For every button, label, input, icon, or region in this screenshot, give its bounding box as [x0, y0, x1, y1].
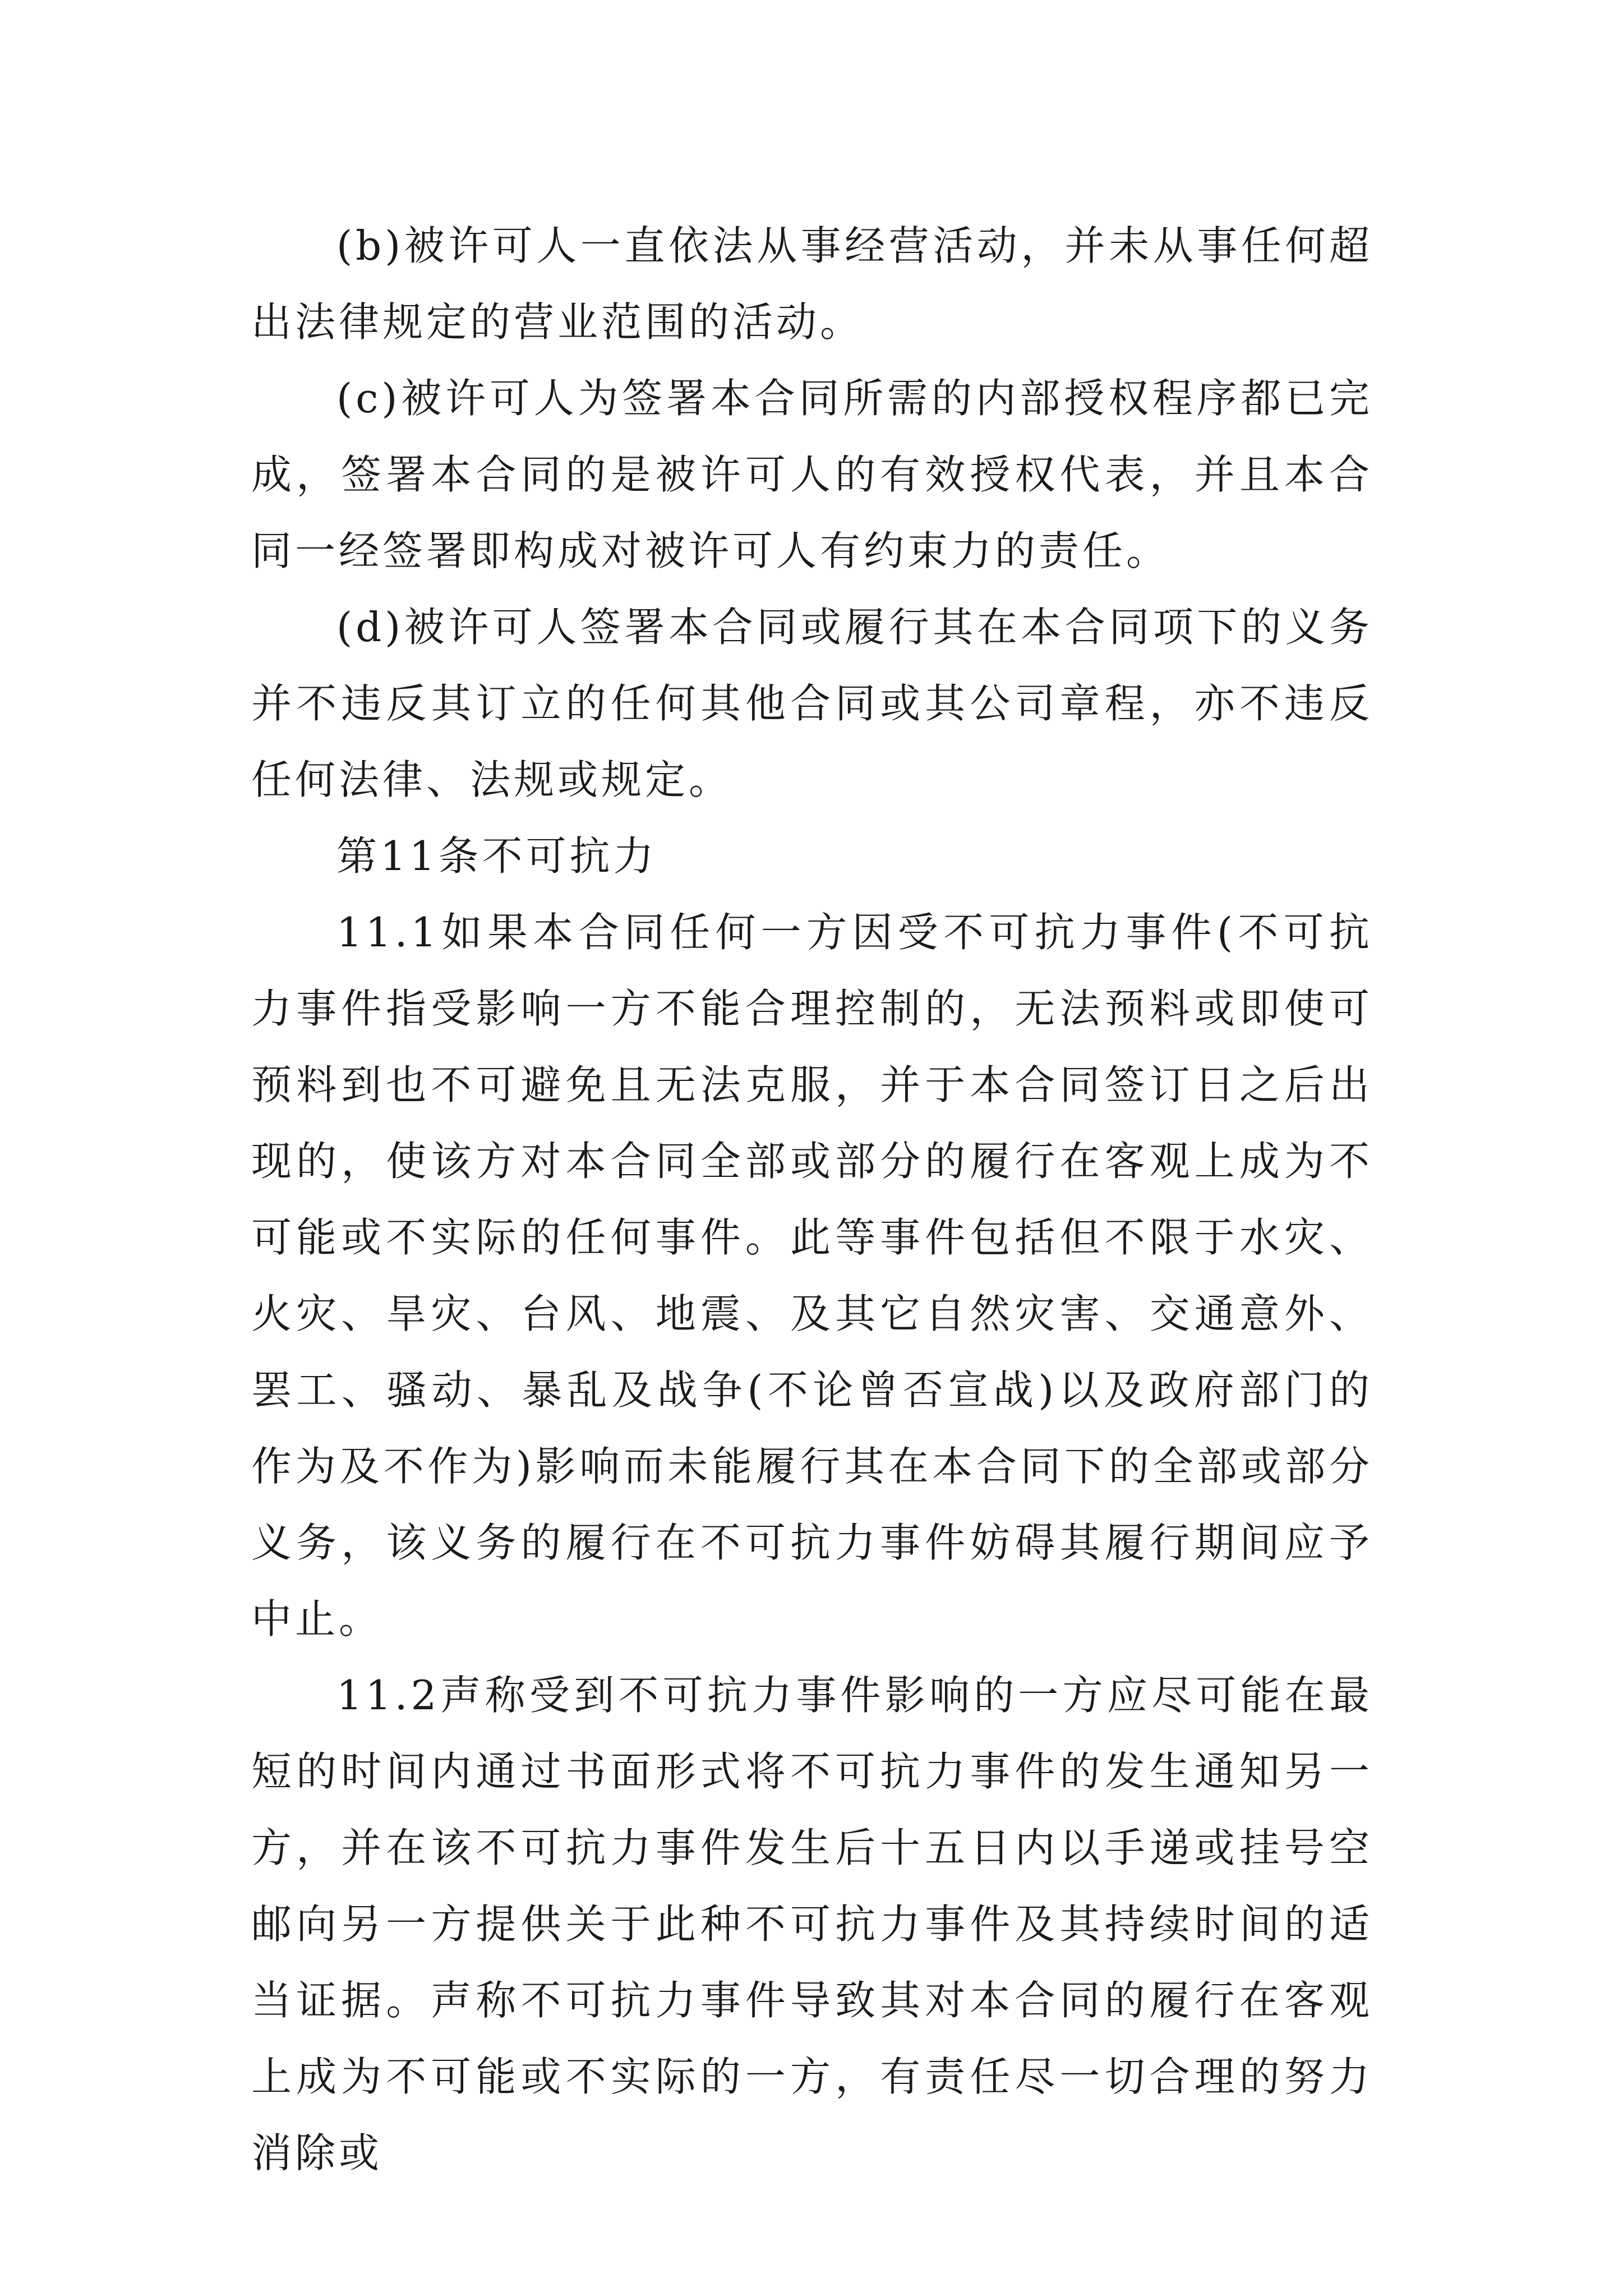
paragraph-11-1: 11.1如果本合同任何一方因受不可抗力事件(不可抗力事件指受影响一方不能合理控制的，无法预料或即使可预料到也不可避免且无法克服，并于本合同签订日之后出现的，使该方对本合同全部或部分的履行在客观上成为不可能或不实际的任何事件。此等事件包括但不限于水灾、火灾、旱灾、台风、地震、及其它自然灾害、交通意外、罢工、骚动、暴乱及战争(不论曾否宣战)以及政府部门的作为及不作为)影响而未能履行其在本合同下的全部或部分义务，该义务的履行在不可抗力事件妨碍其履行期间应予中止。	[251, 909, 1373, 1642]
paragraph-d-clause: (d)被许可人签署本合同或履行其在本合同项下的义务并不违反其订立的任何其他合同或其公司章程，亦不违反任何法律、法规或规定。	[251, 604, 1373, 803]
paragraph-b-clause: (b)被许可人一直依法从事经营活动，并未从事任何超出法律规定的营业范围的活动。	[251, 222, 1373, 346]
document-body	[251, 208, 1373, 2191]
paragraph-11-2: 11.2声称受到不可抗力事件影响的一方应尽可能在最短的时间内通过书面形式将不可抗力事件的发生通知另一方，并在该不可抗力事件发生后十五日内以手递或挂号空邮向另一方提供关于此种不可抗力事件及其持续时间的适当证据。声称不可抗力事件导致其对本合同的履行在客观上成为不可能或不实际的一方，有责任尽一切合理的努力消除或	[251, 1672, 1373, 2177]
article-11-heading: 第11条不可抗力	[336, 832, 657, 880]
paragraph-c-clause: (c)被许可人为签署本合同所需的内部授权程序都已完成，签署本合同的是被许可人的有效授权代表，并且本合同一经签署即构成对被许可人有约束力的责任。	[251, 375, 1373, 574]
